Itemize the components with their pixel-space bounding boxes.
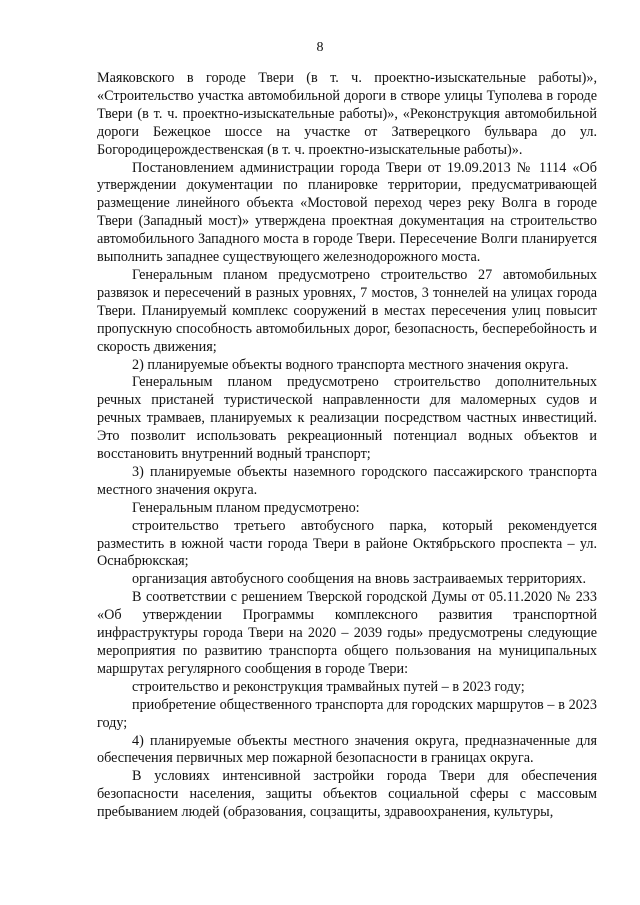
paragraph: Генеральным планом предусмотрено строительство 27 автомобильных развязок и пересечений в разных уровнях, 7 мостов, 3 тоннелей на улицах города Твери. Планируемый комплекс сооружений в местах пересечения улиц повысит пропускную способность автомобильных дорог, безопасность, бесперебойность и скорость движения; [97,266,597,355]
paragraph: Постановлением администрации города Твери от 19.09.2013 № 1114 «Об утверждении документации по планировке территории, предусматривающей размещение линейного объекта «Мостовой переход через реку Волга в городе Твери (Западный мост)» утверждена проектная документация на строительство автомобильного Западного моста в городе Твери. Пересечение Волги планируется выполнить западнее существующего железнодорожного моста. [97,159,597,266]
list-item: приобретение общественного транспорта для городских маршрутов – в 2023 году; [97,696,597,731]
paragraph: В соответствии с решением Тверской городской Думы от 05.11.2020 № 233 «Об утверждении Программы комплексного развития транспортной инфраструктуры города Твери на 2020 – 2039 годы» предусмотрены следующие мероприятия по развитию транспорта общего пользования на муниципальных маршрутах регулярного сообщения в городе Твери: [97,589,597,677]
list-item: строительство и реконструкция трамвайных путей – в 2023 году; [132,678,525,695]
list-item: 2) планируемые объекты водного транспорта местного значения округа. [132,356,569,373]
list-item: строительство третьего автобусного парка, который рекомендуется разместить в южной части города Твери в районе Октябрьского проспекта – ул. Оснабрюкская; [97,517,597,570]
paragraph-continuation: Маяковского в городе Твери (в т. ч. проектно-изыскательные работы)», «Строительство участка автомобильной дороги в створе улицы Туполева в городе Твери (в т. ч. проектно-изыскательные работы)», «Реконструкция автомобильной дороги Бежецкое шоссе на участке от Затверецкого бульвара до ул. Богородицерождественская (в т. ч. проектно-изыскательные работы)». [97,70,597,158]
page-number: 8 [316,40,324,55]
list-item: 4) планируемые объекты местного значения округа, предназначенные для обеспечения первичных мер пожарной безопасности в границах округа. [97,732,597,767]
paragraph: Генеральным планом предусмотрено строительство дополнительных речных пристаней туристической направленности для маломерных судов и речных трамваев, планируемых к реализации посредством частных инвестиций. Это позволит использовать рекреационный потенциал водных объектов и восстановить внутренний водный транспорт; [97,374,597,463]
paragraph: В условиях интенсивной застройки города Твери для обеспечения безопасности населения, защиты объектов социальной сферы с массовым пребыванием людей (образования, соцзащиты, здравоохранения, культуры, [97,768,597,821]
paragraph: Генеральным планом предусмотрено: [132,499,360,516]
list-item: организация автобусного сообщения на вновь застраиваемых территориях. [132,571,587,588]
list-item: 3) планируемые объекты наземного городского пассажирского транспорта местного значения округа. [97,463,597,498]
document-body [97,70,597,822]
